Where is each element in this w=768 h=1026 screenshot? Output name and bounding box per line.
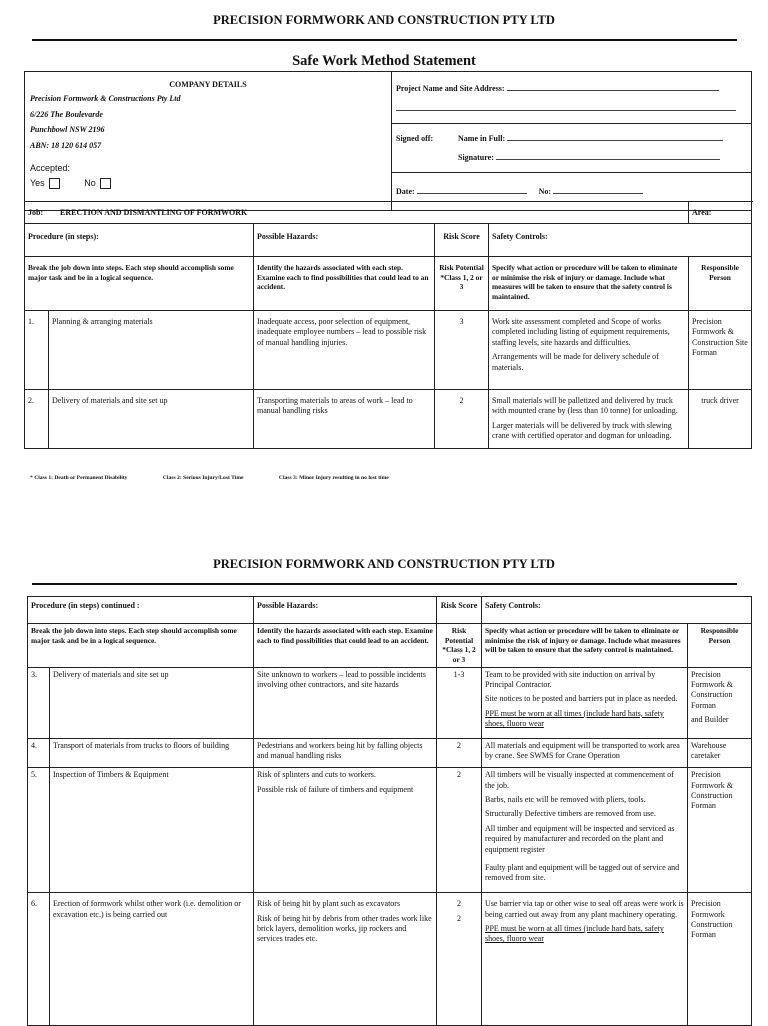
step-controls bbox=[482, 768, 688, 893]
step-controls bbox=[482, 667, 688, 738]
job-label: Job: bbox=[28, 208, 44, 217]
ppe-notice: PPE must be worn at all times (include hard hats, safety shoes, fluoro wear bbox=[485, 924, 664, 944]
project-address-row bbox=[396, 82, 747, 94]
controls-description: Specify what action or procedure will be taken to eliminate or minimise the risk of injury or damage. Include what measures will be taken to ensure that the safety control is maintained. bbox=[489, 257, 689, 311]
step-hazards bbox=[254, 738, 437, 768]
control-text: All materials and equipment will be transported to work area by crane. See SWMS for Crane Operation bbox=[485, 740, 680, 760]
yes-checkbox[interactable] bbox=[49, 178, 60, 189]
accepted-label: Accepted: bbox=[30, 162, 71, 173]
step-risk: 2 bbox=[437, 738, 482, 768]
control-text: Site notices to be posted and barriers put in place as needed. bbox=[485, 694, 678, 704]
signature-label: Signature: bbox=[458, 153, 494, 163]
step-number: 6. bbox=[28, 893, 50, 1026]
control-text: Faulty plant and equipment will be tagged out of service and removed from site. bbox=[485, 863, 680, 883]
procedure-continued-header: Procedure (in steps) continued : bbox=[28, 597, 254, 624]
table-row bbox=[28, 667, 752, 738]
step-hazards bbox=[254, 390, 435, 449]
responsible-text: Precision Formwork & Construction Forman bbox=[691, 669, 733, 710]
step-responsible: truck driver bbox=[689, 390, 752, 449]
hazard-text: Risk of splinters and cuts to workers. bbox=[257, 770, 376, 780]
header-rule bbox=[32, 39, 737, 41]
date-field[interactable] bbox=[417, 185, 527, 194]
procedure-description: Break the job down into steps. Each step should accomplish some major task and be in a logical sequence. bbox=[28, 624, 254, 668]
accepted-options bbox=[30, 178, 386, 190]
number-field[interactable] bbox=[553, 185, 643, 194]
risk-value: 2 bbox=[457, 899, 461, 909]
step-risk: 2 bbox=[437, 768, 482, 893]
no-label: No bbox=[84, 177, 96, 188]
hazard-text: Pedestrians and workers being hit by falling objects and manual handling risks bbox=[257, 740, 423, 760]
hazard-text: Inadequate access, poor selection of equipment, inadequate employee numbers – lead to possible risk of manual handling injuries. bbox=[257, 317, 427, 347]
step-risk: 3 bbox=[435, 311, 489, 390]
control-text: Small materials will be palletized and delivered by truck with mounted crane by (less than 10 tonne) for unloading. bbox=[492, 396, 678, 416]
name-row bbox=[396, 132, 747, 144]
responsible-header: Responsible Person bbox=[688, 624, 752, 668]
hazards-description: Identify the hazards associated with each step. Examine each to find possibilities that could lead to an accident. bbox=[254, 257, 435, 311]
hazards-header: Possible Hazards: bbox=[254, 224, 435, 257]
risk-description: Risk Potential *Class 1, 2 or 3 bbox=[435, 257, 489, 311]
step-hazards bbox=[254, 667, 437, 738]
signature-field[interactable] bbox=[496, 151, 720, 160]
yes-label: Yes bbox=[30, 177, 45, 188]
risk-score-header: Risk Score bbox=[437, 597, 482, 624]
no-checkbox[interactable] bbox=[100, 178, 111, 189]
area-label: Area: bbox=[692, 208, 712, 217]
procedure-header: Procedure (in steps): bbox=[25, 224, 254, 257]
name-in-full-field[interactable] bbox=[507, 132, 723, 141]
step-number: 4. bbox=[28, 738, 50, 768]
table-row bbox=[25, 311, 752, 390]
hazards-header: Possible Hazards: bbox=[254, 597, 437, 624]
step-number: 1. bbox=[25, 311, 49, 390]
control-text: Use barrier via tap or other wise to seal off areas were work is being carried out away from any plant machinery operating. bbox=[485, 899, 684, 919]
details-table bbox=[24, 71, 752, 211]
risk-score-header: Risk Score bbox=[435, 224, 489, 257]
footnote-class3: Class 3: Minor Injury resulting in no lost time bbox=[278, 475, 389, 481]
step-number: 2. bbox=[25, 390, 49, 449]
step-procedure: Delivery of materials and site set up bbox=[50, 667, 254, 738]
control-text: Barbs, nails etc will be removed with pliers, tools. bbox=[485, 795, 646, 805]
document-title: Safe Work Method Statement bbox=[292, 53, 476, 69]
hazard-text: Site unknown to workers – lead to possible incidents involving other contractors, and site hazards bbox=[257, 669, 426, 689]
control-text: All timber and equipment will be inspected and serviced as required by manufacturer and recorded on the plant and equipment register bbox=[485, 823, 675, 854]
signature-row bbox=[396, 151, 747, 163]
step-procedure: Transport of materials from trucks to floors of building bbox=[50, 738, 254, 768]
control-text: All timbers will be visually inspected at commencement of the job. bbox=[485, 770, 674, 790]
step-number: 5. bbox=[28, 768, 50, 893]
company-name-header-page2: PRECISION FORMWORK AND CONSTRUCTION PTY LTD bbox=[213, 557, 555, 571]
step-risk bbox=[437, 893, 482, 1026]
risk-description: Risk Potential *Class 1, 2 or 3 bbox=[437, 624, 482, 668]
step-responsible bbox=[688, 667, 752, 738]
name-in-full-label: Name in Full: bbox=[458, 134, 506, 143]
company-details-name: Precision Formwork & Constructions Pty Ltd bbox=[30, 94, 181, 104]
table-row bbox=[28, 768, 752, 893]
footnote-class2: Class 2: Serious Injury/Lost Time bbox=[162, 475, 244, 481]
step-procedure: Inspection of Timbers & Equipment bbox=[50, 768, 254, 893]
controls-description: Specify what action or procedure will be taken to eliminate or minimise the risk of injury or damage. Include what measures will be taken to ensure that the safety control is maintained. bbox=[482, 624, 688, 668]
signed-off-label: Signed off: bbox=[396, 134, 434, 143]
company-name-header: PRECISION FORMWORK AND CONSTRUCTION PTY LTD bbox=[213, 13, 555, 27]
company-address-line2: Punchbowl NSW 2196 bbox=[30, 125, 105, 135]
step-responsible: Warehouse caretaker bbox=[688, 738, 752, 768]
company-details-cell bbox=[25, 72, 392, 211]
control-text: Arrangements will be made for delivery schedule of materials. bbox=[492, 352, 659, 372]
footnote-class1: * Class 1: Death or Permanent Disability bbox=[30, 475, 128, 481]
date-label: Date: bbox=[396, 186, 415, 196]
signed-off-cell bbox=[392, 124, 752, 173]
swms-table-page1 bbox=[24, 201, 752, 449]
area-cell bbox=[689, 202, 752, 224]
swms-table-page2 bbox=[27, 596, 752, 1026]
company-details-heading: COMPANY DETAILS bbox=[169, 80, 247, 89]
hazard-text: Possible risk of failure of timbers and equipment bbox=[257, 784, 414, 794]
job-value: ERECTION AND DISMANTLING OF FORMWORK bbox=[60, 208, 248, 217]
step-responsible: Precision Formwork & Construction Forman bbox=[688, 768, 752, 893]
hazard-text: Risk of being hit by debris from other trades work like brick layers, demolition works, jip rockers and services trades etc. bbox=[257, 913, 432, 944]
step-risk: 2 bbox=[435, 390, 489, 449]
step-responsible: Precision Formwork & Construction Site Forman bbox=[689, 311, 752, 390]
control-text: Work site assessment completed and Scope of works completed including listing of equipment requirements, staffing levels, site hazards and difficulties. bbox=[492, 317, 670, 347]
risk-class-footnote bbox=[30, 475, 423, 481]
step-hazards bbox=[254, 893, 437, 1026]
table-row bbox=[25, 390, 752, 449]
procedure-description: Break the job down into steps. Each step should accomplish some major task and be in a logical sequence. bbox=[25, 257, 254, 311]
ppe-notice: PPE must be worn at all times (include hard hats, safety shoes, fluoro wear bbox=[485, 708, 664, 729]
header-rule-page2 bbox=[32, 583, 737, 585]
step-responsible: Precision Formwork Construction Forman bbox=[688, 893, 752, 1026]
safety-controls-header: Safety Controls: bbox=[482, 597, 752, 624]
company-address-line1: 6/226 The Boulevarde bbox=[30, 109, 103, 119]
hazard-text: Transporting materials to areas of work – lead to manual handling risks bbox=[257, 396, 413, 416]
step-controls bbox=[489, 390, 689, 449]
step-hazards bbox=[254, 311, 435, 390]
step-procedure: Delivery of materials and site set up bbox=[49, 390, 254, 449]
step-controls bbox=[482, 738, 688, 768]
hazard-text: Risk of being hit by plant such as excavators bbox=[257, 899, 401, 909]
step-hazards bbox=[254, 768, 437, 893]
company-abn: ABN: 18 120 614 057 bbox=[30, 140, 102, 150]
responsible-text: and Builder bbox=[691, 715, 729, 725]
step-number: 3. bbox=[28, 667, 50, 738]
hazards-description: Identify the hazards associated with each step. Examine each to find possibilities that could lead to an accident. bbox=[254, 624, 437, 668]
table-row bbox=[28, 738, 752, 768]
step-procedure: Erection of formwork whilst other work (i.e. demolition or excavation etc.) is being carried out bbox=[50, 893, 254, 1026]
responsible-header: Responsible Person bbox=[689, 257, 752, 311]
project-address-label: Project Name and Site Address: bbox=[396, 84, 505, 93]
risk-value: 2 bbox=[457, 913, 461, 923]
number-label: No: bbox=[538, 186, 552, 196]
control-text: Structurally Defective timbers are removed from use. bbox=[485, 809, 656, 819]
step-controls bbox=[489, 311, 689, 390]
date-row bbox=[396, 185, 747, 197]
project-address-field-line2[interactable] bbox=[396, 102, 736, 111]
step-risk: 1-3 bbox=[437, 667, 482, 738]
control-text: Larger materials will be delivered by truck with slewing crane with certified operator and dogman for unloading. bbox=[492, 420, 672, 441]
step-controls bbox=[482, 893, 688, 1026]
project-address-cell bbox=[392, 72, 752, 124]
control-text: Team to be provided with site induction on arrival by Principal Contractor. bbox=[485, 669, 656, 689]
project-address-field[interactable] bbox=[507, 82, 719, 91]
step-procedure: Planning & arranging materials bbox=[49, 311, 254, 390]
job-cell bbox=[25, 202, 689, 224]
table-row bbox=[28, 893, 752, 1026]
safety-controls-header: Safety Controls: bbox=[489, 224, 752, 257]
